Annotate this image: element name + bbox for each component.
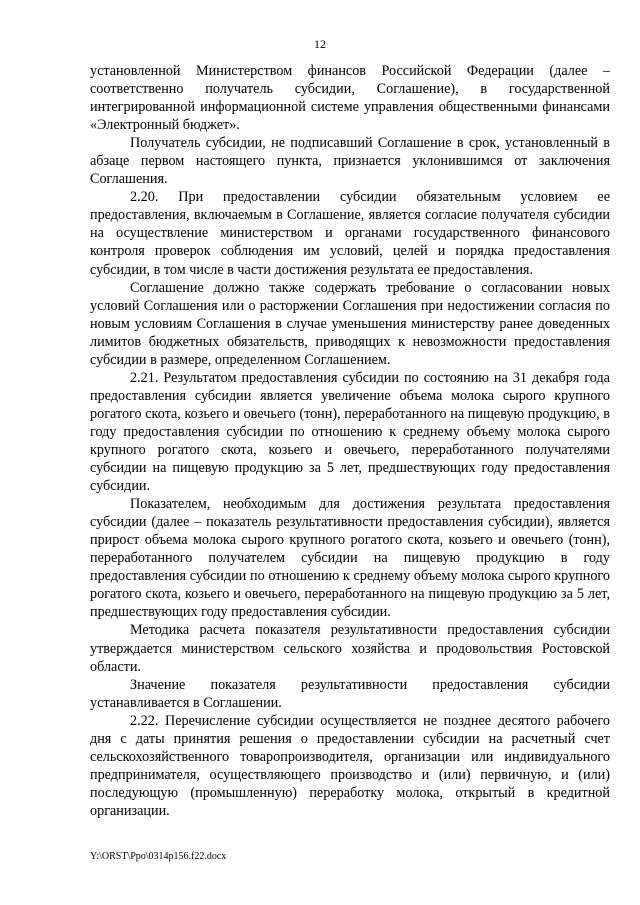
paragraph-2-21: 2.21. Результатом предоставления субсидии по состоянию на 31 декабря года предоставления субсидии является увеличение объема молока сырого крупного рогатого скота, козьего и овечьего (тонн), переработанного на пищевую продукцию, в году предоставления субсидии по отношению к среднему объему молока сырого крупного рогатого скота, козьего и овечьего, переработанного получателями субсидии на пищевую продукцию за 5 лет, предшествующих году предоставления субсидии.: [90, 369, 610, 495]
page-number: 12: [314, 37, 326, 51]
paragraph-6: Показателем, необходимым для достижения результата предоставления субсидии (далее – показатель результативности предоставления субсидии), является прирост объема молока сырого крупного рогатого скота, козьего и овечьего (тонн), переработанного получателем субсидии на пищевую продукцию в году предоставления субсидии по отношению к среднему объему молока сырого крупного рогатого скота, козьего и овечьего, переработанного на пищевую продукцию за 5 лет, предшествующих году предоставления субсидии.: [90, 496, 610, 621]
paragraph-2-22: 2.22. Перечисление субсидии осуществляется не позднее десятого рабочего дня с даты принятия решения о предоставлении субсидии на расчетный счет сельскохозяйственного товаропроизводителя, организации или индивидуального предпринимателя, осуществляющего производство и (или) первичную, и (или) последующую (промышленную) переработку молока, открытый в кредитной организации.: [90, 712, 610, 819]
paragraph-2-20: 2.20. При предоставлении субсидии обязательным условием ее предоставления, включаемым в Соглашение, является согласие получателя субсидии на осуществление министерством и органами государственного финансового контроля проверок соблюдения им условий, целей и порядка предоставления субсидии, в том числе в части достижения результата ее предоставления.: [90, 189, 610, 278]
paragraph-4: Соглашение должно также содержать требование о согласовании новых условий Соглашения или о расторжении Соглашения при недостижении согласия по новым условиям Соглашения в случае уменьшения министерству ранее доведенных лимитов бюджетных обязательств, приводящих к невозможности предоставления субсидии в размере, определенном Соглашением.: [90, 279, 610, 368]
paragraph-2: Получатель субсидии, не подписавший Соглашение в срок, установленный в абзаце первом настоящего пункта, признается уклонившимся от заключения Соглашения.: [90, 135, 610, 188]
document-body: [90, 62, 610, 820]
paragraph-7: Методика расчета показателя результативности предоставления субсидии утверждается министерством сельского хозяйства и продовольствия Ростовской области.: [90, 622, 610, 675]
paragraph-8: Значение показателя результативности предоставления субсидии устанавливается в Соглашении.: [90, 676, 610, 711]
paragraph-1: установленной Министерством финансов Российской Федерации (далее – соответственно получатель субсидии, Соглашение), в государственной интегрированной информационной системе управления общественными финансами «Электронный бюджет».: [90, 63, 610, 134]
footer-file-path: Y:\ORST\Ppo\0314p156.f22.docx: [90, 851, 227, 862]
